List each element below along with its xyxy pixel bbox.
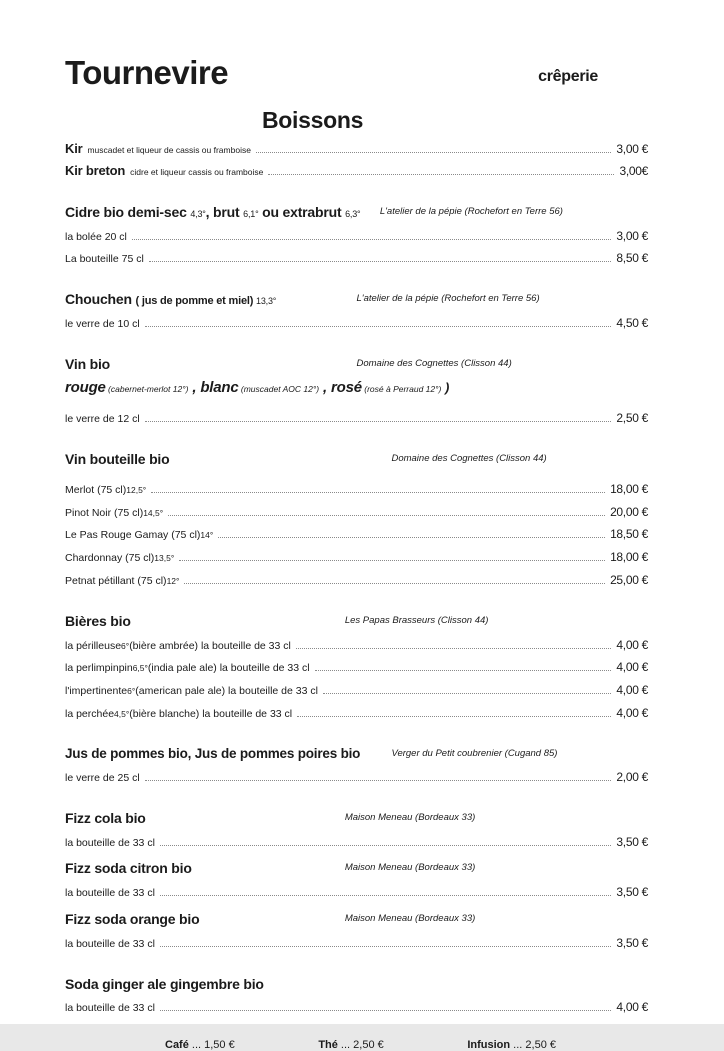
section-vin-bio — [65, 356, 648, 426]
section-bieres — [65, 613, 648, 721]
item-price: 2,00 € — [616, 769, 648, 784]
item-label: (bière blanche) la bouteille de 33 cl — [129, 708, 293, 720]
heading-text: Bières bio — [65, 612, 131, 629]
item-degree: 4,5° — [114, 709, 130, 719]
section-fizz-orange — [65, 911, 648, 951]
heading-text: Fizz soda orange bio — [65, 910, 200, 927]
item-label: la bouteille de 33 cl — [65, 836, 155, 849]
item-label: la bouteille de 33 cl — [65, 887, 155, 900]
footer-item-price: ... 2,50 € — [337, 1039, 384, 1051]
item-degree: 13,5° — [154, 553, 175, 564]
hot-drinks-footer — [165, 1039, 556, 1051]
item-label: la périlleuse — [65, 639, 122, 652]
supplier-note: Maison Meneau (Bordeaux 33) — [344, 912, 476, 924]
menu-item-row — [65, 771, 648, 785]
heading-text: Soda ginger ale gingembre bio — [65, 975, 264, 992]
dotted-leader — [151, 492, 605, 493]
heading-text: ou extrabrut — [258, 203, 346, 220]
page-header — [65, 56, 648, 89]
item-price: 4,00 € — [616, 706, 648, 720]
menu-item-row — [65, 1001, 648, 1015]
section-heading — [65, 746, 648, 762]
section-vin-bouteille — [65, 451, 648, 588]
item-label: le verre de 10 cl — [65, 318, 140, 331]
supplier-note: Verger du Petit coubrenier (Cugand 85) — [391, 747, 558, 759]
item-label: le verre de 12 cl — [65, 413, 140, 426]
dotted-leader — [184, 583, 605, 584]
item-price: 4,00 € — [616, 1000, 648, 1015]
section-heading — [65, 810, 648, 827]
supplier-note: L'atelier de la pépie (Rochefort en Terre 56) — [356, 293, 540, 305]
item-price: 8,50 € — [616, 251, 648, 266]
item-price: 18,50 € — [610, 527, 648, 542]
section-soda-ginger — [65, 976, 648, 1016]
section-kir — [65, 142, 648, 179]
item-price: 3,00 € — [616, 142, 648, 156]
dotted-leader — [160, 845, 612, 846]
item-degree: 14° — [200, 530, 214, 541]
menu-item-row — [65, 252, 648, 266]
heading-degree: 4,3° — [190, 208, 206, 219]
item-degree: 12° — [166, 576, 180, 587]
item-label: Petnat pétillant (75 cl) — [65, 575, 167, 588]
dotted-leader — [145, 421, 612, 422]
dotted-leader — [149, 261, 612, 262]
item-label: (bière ambrée) la bouteille de 33 cl — [129, 639, 291, 652]
separator: , — [319, 379, 331, 397]
separator: , — [188, 379, 201, 397]
item-label: La bouteille 75 cl — [65, 253, 144, 266]
wine-type-detail: (muscadet AOC 12°) — [238, 384, 320, 395]
heading-subtext: ( jus de pomme et miel) — [135, 295, 257, 308]
section-heading — [65, 291, 648, 308]
section-heading — [65, 860, 648, 877]
dotted-leader — [296, 648, 612, 649]
footer-item-price: ... 1,50 € — [188, 1039, 235, 1051]
section-chouchen — [65, 291, 648, 331]
item-degree: 6° — [121, 640, 130, 651]
section-heading — [65, 911, 648, 928]
heading-text: Vin bio — [65, 356, 111, 373]
heading-text: Fizz cola bio — [65, 809, 146, 826]
dotted-leader — [168, 515, 605, 516]
heading-text: , brut — [205, 203, 244, 220]
item-label: l'impertinente — [65, 685, 128, 698]
dotted-leader — [132, 239, 612, 240]
item-name: Kir — [65, 141, 83, 156]
heading-degree: 13,3° — [256, 296, 277, 307]
item-label: la perchée — [65, 708, 115, 720]
item-price: 4,00 € — [616, 637, 648, 652]
footer-item — [165, 1039, 235, 1051]
item-price: 18,00 € — [610, 481, 648, 496]
heading-text: Fizz soda citron bio — [65, 860, 192, 877]
item-label: la perlimpinpin — [65, 662, 133, 675]
menu-item-row — [65, 142, 648, 157]
heading-text: Jus de pommes bio, Jus de pommes poires bio — [65, 745, 361, 761]
dotted-leader — [160, 895, 612, 896]
dotted-leader — [160, 946, 612, 947]
section-heading — [65, 451, 648, 468]
item-label: (american pale ale) la bouteille de 33 cl — [135, 685, 318, 698]
footer-item-label: Café — [165, 1039, 189, 1051]
menu-item-row — [65, 574, 648, 588]
item-label: le verre de 25 cl — [65, 771, 140, 784]
item-price: 20,00 € — [610, 504, 648, 519]
footer-item — [467, 1039, 556, 1051]
item-price: 18,00 € — [610, 550, 648, 565]
item-degree: 6° — [127, 686, 136, 697]
heading-degree: 6,1° — [243, 208, 259, 219]
section-heading — [65, 204, 648, 221]
item-description: muscadet et liqueur de cassis ou framboise — [87, 145, 251, 155]
wine-type: blanc — [200, 379, 239, 397]
menu-item-row — [65, 639, 648, 653]
dotted-leader — [145, 326, 612, 327]
supplier-note: Maison Meneau (Bordeaux 33) — [344, 862, 476, 874]
item-label: la bouteille de 33 cl — [65, 1002, 155, 1015]
closing-paren: ) — [441, 380, 450, 396]
menu-item-row — [65, 164, 648, 179]
supplier-note: Les Papas Brasseurs (Clisson 44) — [344, 614, 489, 626]
supplier-note: Domaine des Cognettes (Clisson 44) — [391, 453, 547, 465]
dotted-leader — [160, 1010, 612, 1011]
item-price: 4,00 € — [616, 660, 648, 675]
menu-item-row — [65, 528, 648, 542]
supplier-note: Maison Meneau (Bordeaux 33) — [344, 811, 476, 823]
supplier-note: L'atelier de la pépie (Rochefort en Terre 56) — [379, 205, 563, 217]
wine-type-detail: (rosé à Perraud 12°) — [361, 384, 442, 395]
dotted-leader — [256, 152, 611, 153]
dotted-leader — [297, 716, 611, 717]
item-label: Le Pas Rouge Gamay (75 cl) — [65, 529, 201, 542]
section-cidre — [65, 204, 648, 266]
item-label: Merlot (75 cl) — [65, 483, 127, 496]
menu-item-row — [65, 551, 648, 565]
footer-item-label: Thé — [318, 1039, 338, 1051]
heading-degree: 6,3° — [345, 208, 361, 219]
item-label: la bolée 20 cl — [65, 230, 127, 243]
item-degree: 12,5° — [126, 484, 147, 495]
item-price: 3,50 € — [616, 885, 648, 900]
item-price: 3,00€ — [619, 163, 648, 178]
heading-text: Chouchen — [65, 291, 136, 308]
item-label: la bouteille de 33 cl — [65, 937, 155, 950]
item-label: Chardonnay (75 cl) — [65, 552, 155, 565]
wine-type: rouge — [65, 379, 106, 397]
menu-item-row — [65, 707, 648, 721]
item-degree: 14,5° — [143, 507, 164, 518]
section-fizz-citron — [65, 860, 648, 900]
section-jus — [65, 746, 648, 785]
menu-item-row — [65, 684, 648, 698]
section-heading — [65, 613, 648, 630]
wine-types-line — [65, 378, 648, 397]
item-price: 3,50 € — [616, 834, 648, 849]
menu-item-row — [65, 506, 648, 520]
dotted-leader — [323, 693, 611, 694]
dotted-leader — [179, 560, 605, 561]
menu-item-row — [65, 412, 648, 426]
menu-item-row — [65, 661, 648, 675]
menu-item-row — [65, 886, 648, 900]
menu-item-row — [65, 836, 648, 850]
dotted-leader — [268, 174, 614, 175]
restaurant-type: crêperie — [538, 68, 598, 85]
section-fizz-cola — [65, 810, 648, 850]
item-price: 3,00 € — [616, 228, 648, 243]
menu-item-row — [65, 317, 648, 331]
menu-item-row — [65, 483, 648, 497]
dotted-leader — [145, 780, 612, 781]
item-description: cidre et liqueur cassis ou framboise — [130, 166, 264, 177]
menu-item-row — [65, 230, 648, 244]
item-label: Pinot Noir (75 cl) — [65, 506, 144, 519]
item-price: 25,00 € — [610, 573, 648, 588]
item-name: Kir breton — [65, 162, 126, 178]
supplier-note: Domaine des Cognettes (Clisson 44) — [356, 358, 512, 370]
heading-text: Vin bouteille bio — [65, 451, 170, 468]
item-label: (india pale ale) la bouteille de 33 cl — [147, 662, 310, 675]
section-heading — [65, 356, 648, 373]
heading-text: Cidre bio demi-sec — [65, 203, 191, 220]
menu-title: Boissons — [261, 107, 364, 133]
restaurant-name: Tournevire — [65, 54, 229, 91]
dotted-leader — [315, 670, 612, 671]
footer-item-price: ... 2,50 € — [510, 1039, 556, 1051]
menu-item-row — [65, 937, 648, 951]
wine-type-detail: (cabernet-merlot 12°) — [105, 384, 189, 395]
item-degree: 6,5° — [132, 663, 148, 674]
item-price: 4,50 € — [616, 316, 648, 331]
footer-item-label: Infusion — [467, 1039, 511, 1051]
section-heading — [65, 976, 648, 993]
item-price: 2,50 € — [616, 411, 648, 426]
footer-item — [318, 1039, 383, 1051]
item-price: 3,50 € — [616, 935, 648, 950]
wine-type: rosé — [331, 379, 362, 397]
dotted-leader — [218, 537, 605, 538]
item-price: 4,00 € — [616, 683, 648, 698]
